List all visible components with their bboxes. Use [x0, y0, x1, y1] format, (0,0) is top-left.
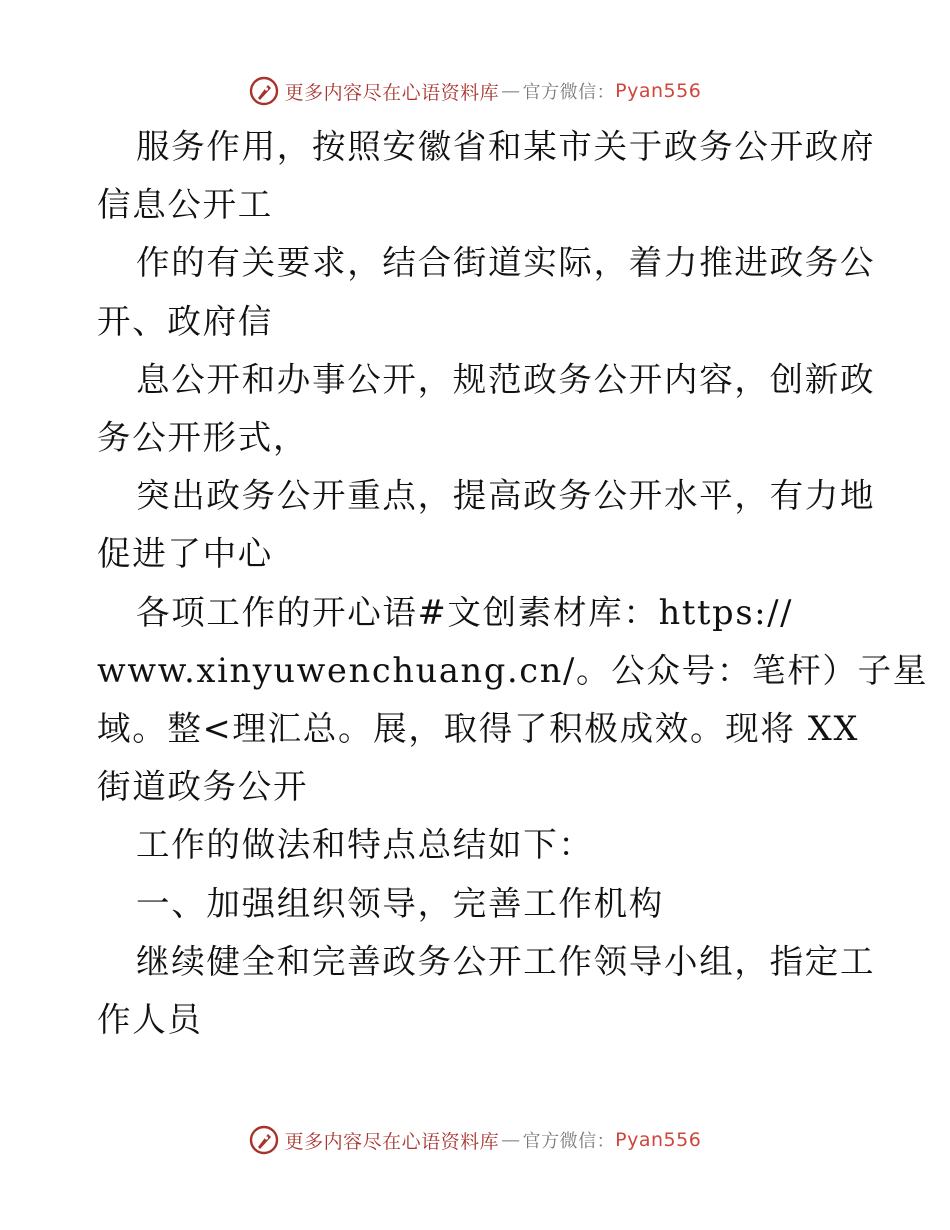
header-wechat-label: 官方微信： — [522, 82, 616, 103]
paragraph-line: 工作的做法和特点总结如下： — [136, 825, 594, 865]
footer-watermark-banner — [0, 1120, 950, 1160]
footer-dash: — — [501, 1129, 521, 1151]
paragraph-line: 务公开形式， — [97, 418, 309, 458]
header-wechat-id: Pyan556 — [615, 80, 702, 102]
paragraph — [97, 234, 876, 350]
paragraph-line: 突出政务公开重点，提高政务公开水平，有力地 — [136, 476, 876, 516]
paragraph-line: 服务作用，按照安徽省和某市关于政务公开政府 — [136, 127, 876, 166]
pen-nib-logo-icon — [249, 76, 279, 106]
header-site-text: 更多内容尽在心语资料库 — [284, 81, 500, 104]
header-watermark-banner — [0, 71, 950, 111]
footer-wechat-label: 官方微信： — [522, 1131, 616, 1152]
paragraph-line: 信息公开工 — [97, 185, 273, 225]
paragraph-line: 域。整<理汇总。展，取得了积极成效。现将 XX — [97, 709, 860, 749]
paragraph-line: 继续健全和完善政务公开工作领导小组，指定工 — [136, 941, 876, 981]
paragraph-line: 开、政府信 — [97, 301, 273, 341]
pen-nib-logo-icon — [249, 1125, 279, 1155]
section-heading — [97, 875, 857, 933]
paragraph — [97, 584, 929, 817]
paragraph — [97, 118, 876, 234]
section-heading-text: 一、加强组织领导，完善工作机构 — [136, 883, 664, 923]
paragraph — [97, 467, 876, 583]
footer-site-text: 更多内容尽在心语资料库 — [284, 1130, 500, 1153]
footer-wechat-id: Pyan556 — [615, 1129, 702, 1151]
paragraph-line: www.xinyuwenchuang.cn/。公众号：笔杆）子星 — [97, 650, 929, 690]
paragraph-line: 作的有关要求，结合街道实际，着力推进政务公 — [136, 243, 876, 283]
paragraph-line: 促进了中心 — [97, 534, 273, 574]
paragraph — [97, 351, 876, 467]
document-body — [97, 118, 929, 1049]
paragraph — [97, 933, 876, 1049]
paragraph-line: 作人员 — [97, 1000, 203, 1040]
paragraph-line: 息公开和办事公开，规范政务公开内容，创新政 — [136, 359, 876, 399]
paragraph-line: 街道政务公开 — [97, 767, 309, 807]
header-dash: — — [501, 80, 521, 102]
paragraph — [97, 816, 857, 874]
paragraph-line: 各项工作的开心语#文创素材库：https:// — [136, 592, 794, 632]
